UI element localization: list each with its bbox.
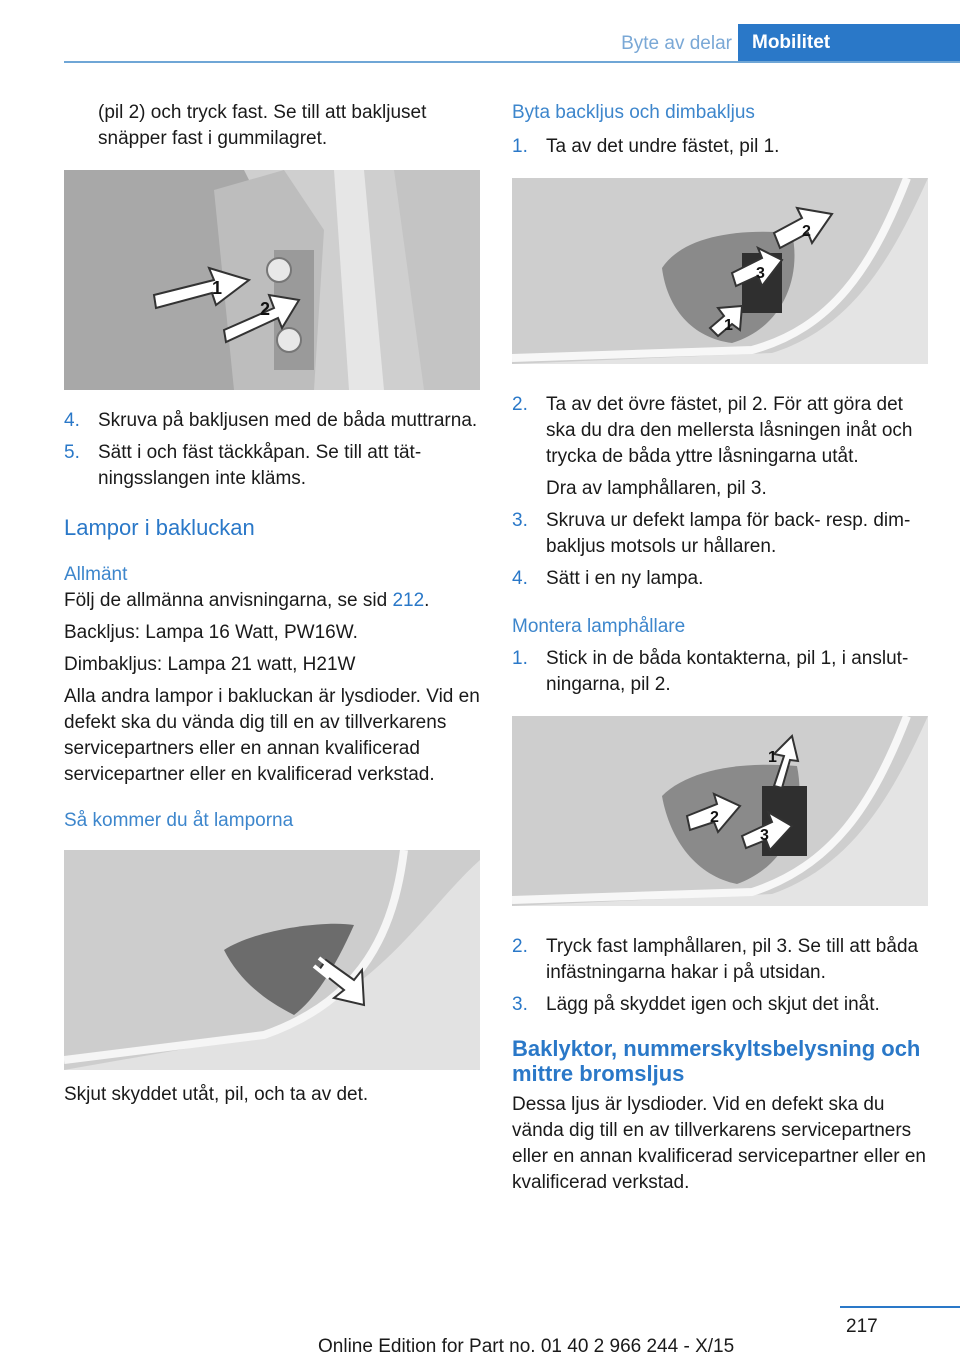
fig1-arrow-label-2: 2 [260,299,271,319]
list-text: Skruva ur defekt lampa för back- resp. dimbakljus motsols ur hållaren. [546,510,911,557]
figure-tail-light-mount [64,170,480,390]
dimbakljus-text: Dimbakljus: Lampa 21 watt, H21W [64,654,356,675]
backljus-text: Backljus: Lampa 16 Watt, PW16W. [64,622,358,643]
heading-baklyktor: Baklyktor, nummerskyltsbelysning och mittre bromsljus [512,1036,921,1086]
list-item [512,508,928,560]
list-item [512,566,928,592]
steps-list-b [512,392,928,470]
steps-list-c [512,508,928,592]
fig3-arrow-label-2: 2 [802,223,811,240]
list-number: 2. [512,394,528,415]
figure-cover-removal [64,850,480,1070]
dra-text: Dra av lamphållaren, pil 3. [546,478,767,499]
left-column [64,100,480,1108]
list-item [512,646,928,698]
list-number: 5. [64,442,80,463]
fig4-arrow-label-3: 3 [760,827,769,844]
list-item [512,992,928,1018]
figure-lower-bracket [512,178,928,364]
list-text: Stick in de båda kontakterna, pil 1, i anslutningarna, pil 2. [546,648,909,695]
heading-byta-backljus: Byta backljus och dimbakljus [512,102,755,123]
figure-connectors [512,716,928,906]
list-number: 4. [64,410,80,431]
heading-montera-lamphallare: Montera lamphållare [512,616,686,637]
list-item [512,134,928,160]
page-reference-link[interactable]: 212 [392,590,425,611]
list-text: Lägg på skyddet igen och skjut det inåt. [546,994,880,1015]
fig3-arrow-label-3: 3 [756,265,765,282]
list-text: Ta av det övre fästet, pil 2. För att göra det ska du dra den mellersta låsningen inåt och trycka de båda yttre låsningarna utåt. [546,394,913,467]
heading-sa-kommer-du-at-lamporna: Så kommer du åt lamporna [64,810,294,831]
steps-list-e [512,934,928,1018]
header-rule [64,61,960,63]
list-number: 3. [512,994,528,1015]
allmant-text: Följ de allmänna anvisningarna, se sid 212. [64,590,430,611]
fig1-arrow-label-1: 1 [212,278,223,298]
fig4-arrow-label-2: 2 [710,809,719,826]
chapter-tab: Mobilitet [738,24,960,61]
list-number: 3. [512,510,528,531]
steps-list-a [64,408,480,492]
list-number: 4. [512,568,528,589]
heading-lampor-i-bakluckan: Lampor i bakluckan [64,515,255,540]
lysdioder-text: Alla andra lampor i bakluckan är lysdioder. Vid en defekt ska du vända dig till en av tillverkarens servicepartners eller en annan kvalificerad servicepartner eller en kvalificerad verkstad. [64,686,480,785]
fig4-arrow-label-1: 1 [768,749,777,766]
skjut-text: Skjut skyddet utåt, pil, och ta av det. [64,1084,369,1105]
list-text: Sätt i en ny lampa. [546,568,704,589]
list-text: Skruva på bakljusen med de båda muttrarna. [98,410,478,431]
list-number: 1. [512,648,528,669]
footer-rule [840,1306,960,1308]
right-column [512,100,928,1196]
list-item [512,934,928,986]
list-text: Tryck fast lamphållaren, pil 3. Se till att båda infästningarna hakar i på utsidan. [546,936,919,983]
heading-allmant: Allmänt [64,564,128,585]
list-text: Ta av det undre fästet, pil 1. [546,136,780,157]
list-item [64,440,480,492]
list-item [64,408,480,434]
baklyktor-text: Dessa ljus är lysdioder. Vid en defekt ska du vända dig till en av tillverkarens servicepartners eller en annan kvalificerad servicepartner eller en kvalificerad verkstad. [512,1094,927,1193]
edition-footer: Online Edition for Part no. 01 40 2 966 244 - X/15 [318,1336,735,1357]
list-number: 2. [512,936,528,957]
list-item [512,392,928,470]
intro-text: (pil 2) och tryck fast. Se till att bakljuset snäpper fast i gummilagret. [98,102,427,149]
fig3-arrow-label-1: 1 [724,317,733,334]
list-text: Sätt i och fäst täckkåpan. Se till att tätningsslangen inte kläms. [98,442,422,489]
section-tab: Byte av delar [621,33,732,54]
list-number: 1. [512,136,528,157]
page-number: 217 [846,1316,878,1337]
